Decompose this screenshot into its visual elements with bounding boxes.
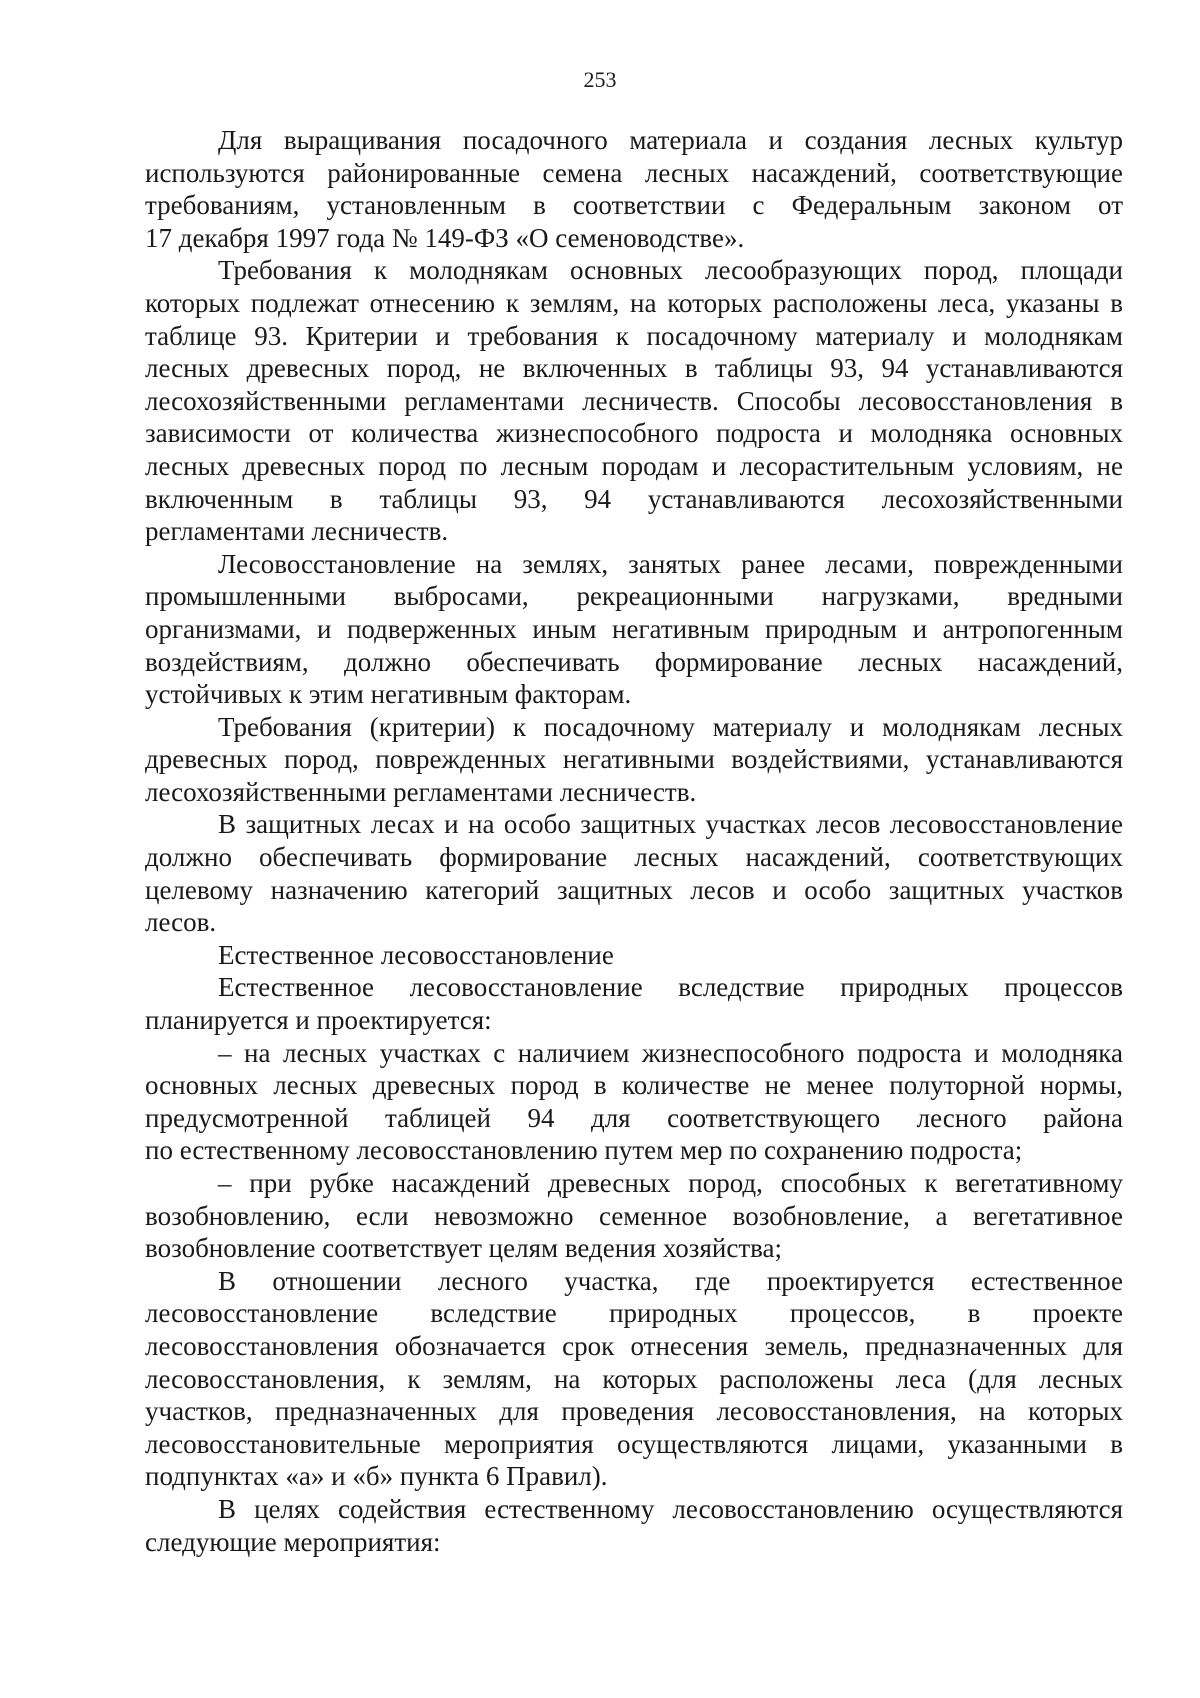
text-line: основных лесных древесных пород в количестве не менее полуторной нормы,: [145, 1070, 1123, 1101]
body-text: [145, 124, 1123, 1558]
text-line: предусмотренной таблицей 94 для соответствующего лесного района: [145, 1102, 1123, 1133]
text-line: Требования к молоднякам основных лесообразующих пород, площади: [218, 255, 1123, 286]
text-line: целевому назначению категорий защитных лесов и особо защитных участков: [145, 874, 1123, 905]
text-line: – на лесных участках с наличием жизнеспособного подроста и молодняка: [218, 1037, 1123, 1068]
text-line: Требования (критерии) к посадочному материалу и молоднякам лесных: [218, 711, 1123, 742]
text-line: В целях содействия естественному лесовосстановлению осуществляются: [218, 1493, 1123, 1524]
text-line: зависимости от количества жизнеспособного подроста и молодняка основных: [145, 418, 1123, 449]
text-line: лесовосстановление вследствие природных процессов, в проекте: [145, 1298, 1123, 1329]
text-line: требованиям, установленным в соответствии с Федеральным законом от: [145, 190, 1123, 221]
text-line: включенным в таблицы 93, 94 устанавливаются лесохозяйственными: [145, 483, 1123, 514]
text-line: промышленными выбросами, рекреационными нагрузками, вредными: [145, 581, 1123, 612]
text-line: таблице 93. Критерии и требования к посадочному материалу и молоднякам: [145, 320, 1123, 351]
text-line: регламентами лесничеств.: [145, 516, 449, 547]
text-line: лесных древесных пород по лесным породам и лесорастительным условиям, не: [145, 450, 1123, 481]
text-line: организмами, и подверженных иным негативным природным и антропогенным: [145, 613, 1123, 644]
text-line: В защитных лесах и на особо защитных участках лесов лесовосстановление: [218, 809, 1123, 840]
text-line: Естественное лесовосстановление вследствие природных процессов: [218, 972, 1123, 1003]
text-line: древесных пород, поврежденных негативными воздействиями, устанавливаются: [145, 744, 1123, 775]
text-line: должно обеспечивать формирование лесных насаждений, соответствующих: [145, 842, 1123, 873]
text-line: следующие мероприятия:: [145, 1526, 441, 1557]
text-line: планируется и проектируется:: [145, 1005, 492, 1036]
text-line: Лесовосстановление на землях, занятых ранее лесами, поврежденными: [218, 548, 1123, 579]
text-line: Естественное лесовосстановление: [218, 939, 614, 970]
text-line: лесных древесных пород, не включенных в таблицы 93, 94 устанавливаются: [145, 353, 1123, 384]
text-line: возобновлению, если невозможно семенное возобновление, а вегетативное: [145, 1200, 1123, 1231]
text-line: по естественному лесовосстановлению путем мер по сохранению подроста;: [145, 1135, 1023, 1166]
text-line: В отношении лесного участка, где проектируется естественное: [218, 1265, 1123, 1296]
text-line: лесовосстановительные мероприятия осуществляются лицами, указанными в: [145, 1428, 1123, 1459]
text-line: – при рубке насаждений древесных пород, способных к вегетативному: [218, 1168, 1123, 1198]
text-line: лесов.: [145, 907, 217, 938]
text-line: устойчивых к этим негативным факторам.: [145, 679, 632, 710]
text-line: участков, предназначенных для проведения лесовосстановления, на которых: [145, 1396, 1123, 1427]
text-line: лесохозяйственными регламентами лесничеств.: [145, 776, 697, 807]
page-number: 253: [583, 67, 617, 92]
text-line: лесовосстановления обозначается срок отнесения земель, предназначенных для: [145, 1330, 1123, 1361]
text-line: лесовосстановления, к землям, на которых расположены леса (для лесных: [145, 1363, 1123, 1394]
text-line: подпунктах «а» и «б» пункта 6 Правил).: [145, 1461, 608, 1492]
text-line: 17 декабря 1997 года № 149-ФЗ «О семеноводстве».: [145, 222, 745, 253]
text-line: используются районированные семена лесных насаждений, соответствующие: [145, 157, 1123, 188]
text-line: которых подлежат отнесению к землям, на которых расположены леса, указаны в: [145, 287, 1123, 318]
text-line: лесохозяйственными регламентами лесничеств. Способы лесовосстановления в: [145, 385, 1123, 416]
text-line: Для выращивания посадочного материала и создания лесных культур: [218, 125, 1123, 155]
text-line: возобновление соответствует целям ведения хозяйства;: [145, 1233, 782, 1264]
text-line: воздействиям, должно обеспечивать формирование лесных насаждений,: [145, 646, 1123, 677]
